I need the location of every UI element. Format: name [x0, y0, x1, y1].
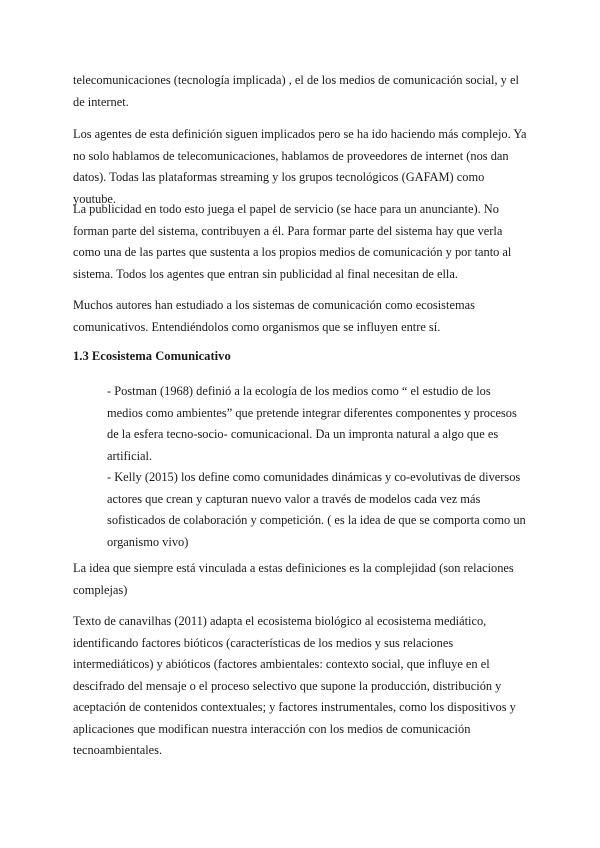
list-item-postman: - Postman (1968) definió a la ecología de los medios como “ el estudio de los medios como ambientes” que pretende integrar diferentes componentes y procesos de la esfera tecno-socio- comunicacional. Da un impronta natural a algo que es artificial. — [107, 384, 517, 463]
reference-list — [107, 381, 529, 553]
paragraph-complexity: La idea que siempre está vinculada a estas definiciones es la complejidad (son relaciones complejas) — [73, 561, 514, 597]
paragraph-3: La publicidad en todo esto juega el papel de servicio (se hace para un anunciante). No forman parte del sistema, contribuyen a él. Para formar parte del sistema hay que verla como una de las partes que sustenta a los propios medios de comunicación y por tanto al sistema. Todos los agentes que entran sin publicidad al final necesitan de ella. — [73, 202, 512, 281]
paragraph-4: Muchos autores han estudiado a los sistemas de comunicación como ecosistemas comunicativos. Entendiéndolos como organismos que se influyen entre sí. — [73, 298, 475, 334]
paragraph-2: Los agentes de esta definición siguen implicados pero se ha ido haciendo más complejo. Ya no solo hablamos de telecomunicaciones, hablamos de proveedores de internet (nos dan datos). Todas las plataformas streaming y los grupos tecnológicos (GAFAM) como youtube. — [73, 127, 527, 206]
paragraph-canavilhas: Texto de canavilhas (2011) adapta el ecosistema biológico al ecosistema mediático, identificando factores bióticos (características de los medios y sus relaciones intermediáticos) y abióticos (factores ambientales: contexto social, que influye en el descifrado del mensaje o el proceso selectivo que supone la producción, distribución y aceptación de contenidos contextuales; y factores instrumentales, como los dispositivos y aplicaciones que modifican nuestra interacción con los medios de comunicación tecnoambientales. — [73, 614, 516, 757]
paragraph-1: telecomunicaciones (tecnología implicada) , el de los medios de comunicación social, y el de internet. — [73, 73, 519, 109]
section-heading: 1.3 Ecosistema Comunicativo — [73, 349, 231, 363]
list-item-kelly: - Kelly (2015) los define como comunidades dinámicas y co-evolutivas de diversos actores que crean y capturan nuevo valor a través de modelos cada vez más sofisticados de colaboración y competición. ( es la idea de que se comporta como un organismo vivo) — [107, 470, 526, 549]
